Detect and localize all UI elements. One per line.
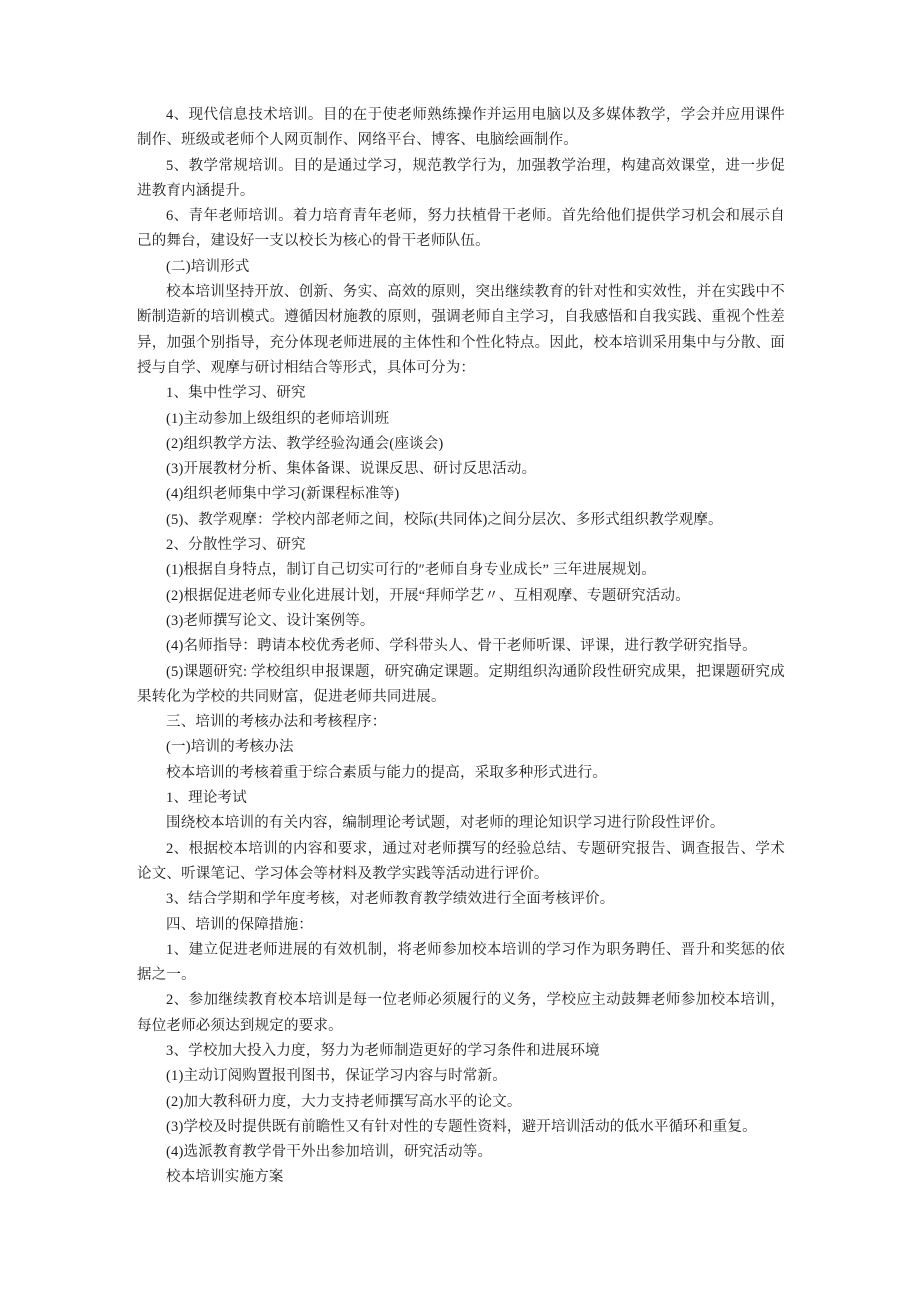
paragraph: (3)学校及时提供既有前瞻性又有针对性的专题性资料，避开培训活动的低水平循环和重复。 bbox=[166, 1118, 757, 1135]
paragraph: (4)组织老师集中学习(新课程标准等) bbox=[166, 486, 400, 503]
paragraph: (二)培训形式 bbox=[166, 258, 250, 275]
paragraph: 1、建立促进老师进展的有效机制，将老师参加校本培训的学习作为职务聘任、晋升和奖惩的依据之一。 bbox=[137, 941, 785, 984]
paragraph: 校本培训的考核着重于综合素质与能力的提高，采取多种形式进行。 bbox=[166, 764, 607, 781]
paragraph: 3、结合学期和学年度考核，对老师教育教学绩效进行全面考核评价。 bbox=[166, 891, 615, 908]
paragraph: 四、培训的保障措施： bbox=[166, 916, 313, 933]
paragraph: (2)加大教科研力度，大力支持老师撰写高水平的论文。 bbox=[166, 1093, 522, 1110]
paragraph: 三、培训的考核办法和考核程序： bbox=[166, 714, 387, 731]
paragraph: (1)主动订阅购置报刊图书，保证学习内容与时常新。 bbox=[166, 1068, 507, 1085]
paragraph: 2、根据校本培训的内容和要求，通过对老师撰写的经验总结、专题研究报告、调查报告、学术论文、听课笔记、学习体会等材料及教学实践等活动进行评价。 bbox=[137, 840, 785, 882]
paragraph: 1、理论考试 bbox=[166, 790, 247, 807]
paragraph: (3)老师撰写论文、设计案例等。 bbox=[166, 612, 375, 629]
paragraph: 围绕校本培训的有关内容，编制理论考试题，对老师的理论知识学习进行阶段性评价。 bbox=[166, 815, 725, 832]
paragraph: (2)组织教学方法、教学经验沟通会(座谈会) bbox=[166, 435, 444, 452]
document-body bbox=[137, 103, 785, 1191]
paragraph: (5)课题研究: 学校组织申报课题，研究确定课题。定期组织沟通阶段性研究成果，把课题研究成果转化为学校的共同财富，促进老师共同进展。 bbox=[137, 663, 785, 705]
paragraph: (2)根据促进老师专业化进展计划，开展“拜师学艺〃、互相观摩、专题研究活动。 bbox=[166, 587, 690, 604]
paragraph: 校本培训实施方案 bbox=[166, 1169, 284, 1186]
paragraph: (1)主动参加上级组织的老师培训班 bbox=[166, 410, 390, 427]
paragraph: (1)根据自身特点，制订自己切实可行的″老师自身专业成长” 三年进展规划。 bbox=[166, 562, 656, 579]
paragraph: (4)选派教育教学骨干外出参加培训，研究活动等。 bbox=[166, 1144, 493, 1161]
paragraph: 2、参加继续教育校本培训是每一位老师必须履行的义务，学校应主动鼓舞老师参加校本培训，每位老师必须达到规定的要求。 bbox=[137, 992, 785, 1034]
paragraph: 2、分散性学习、研究 bbox=[166, 537, 306, 554]
paragraph: (一)培训的考核办法 bbox=[166, 739, 294, 756]
paragraph: 4、现代信息技术培训。目的在于使老师熟练操作并运用电脑以及多媒体教学，学会并应用课件制作、班级或老师个人网页制作、网络平台、博客、电脑绘画制作。 bbox=[137, 107, 785, 149]
paragraph: 校本培训坚持开放、创新、务实、高效的原则，突出继续教育的针对性和实效性，并在实践中不断制造新的培训模式。遵循因材施教的原则，强调老师自主学习，自我感悟和自我实践、重视个性差异，加强个别指导，充分体现老师进展的主体性和个性化特点。因此，校本培训采用集中与分散、面授与自学、观摩与研讨相结合等形式，具体可分为： bbox=[137, 284, 785, 376]
paragraph: (4)名师指导：聘请本校优秀老师、学科带头人、骨干老师听课、评课，进行教学研究指导。 bbox=[166, 638, 757, 655]
paragraph: (5)、教学观摩：学校内部老师之间，校际(共同体)之间分层次、多形式组织教学观摩。 bbox=[166, 511, 723, 528]
paragraph: 3、学校加大投入力度，努力为老师制造更好的学习条件和进展环境 bbox=[166, 1042, 600, 1059]
paragraph: 6、青年老师培训。着力培育青年老师，努力扶植骨干老师。首先给他们提供学习机会和展示自己的舞台，建设好一支以校长为核心的骨干老师队伍。 bbox=[137, 208, 785, 250]
paragraph: (3)开展教材分析、集体备课、说课反思、研讨反思活动。 bbox=[166, 461, 537, 478]
paragraph: 5、教学常规培训。目的是通过学习，规范教学行为，加强教学治理，构建高效课堂，进一步促进教育内涵提升。 bbox=[137, 157, 785, 199]
paragraph: 1、集中性学习、研究 bbox=[166, 385, 306, 402]
